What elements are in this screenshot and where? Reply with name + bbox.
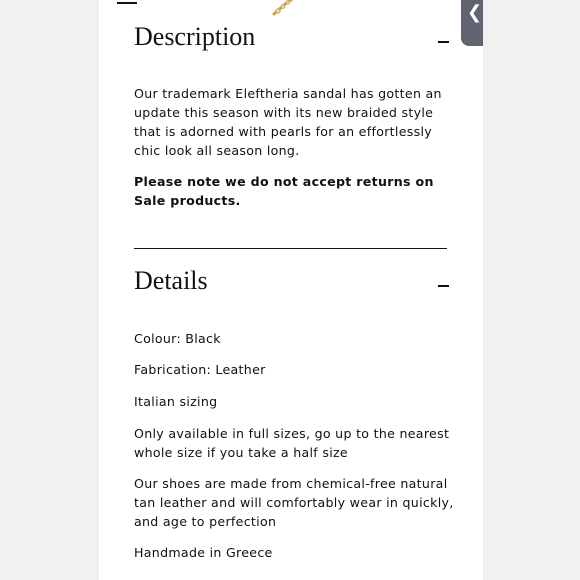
- description-text: Our trademark Eleftheria sandal has gotten an update this season with its new braided style that is adorned with pearls for an effortlessly chic look all season long.: [134, 86, 442, 158]
- section-divider: [134, 248, 447, 249]
- details-item-sizing: Italian sizing: [134, 394, 218, 409]
- description-heading[interactable]: Description: [134, 22, 256, 51]
- details-collapse-minus-icon[interactable]: [438, 285, 449, 287]
- product-info-panel: [99, 0, 483, 580]
- details-heading[interactable]: Details: [134, 266, 208, 295]
- details-item-colour: Colour: Black: [134, 331, 221, 346]
- details-item-origin: Handmade in Greece: [134, 545, 273, 560]
- chevron-left-icon: ❮: [467, 2, 483, 23]
- returns-note: Please note we do not accept returns on Sale products.: [134, 174, 434, 208]
- details-item-sizes-note: Only available in full sizes, go up to the nearest whole size if you take a half size: [134, 426, 450, 460]
- hair-clip-icon: [271, 0, 305, 16]
- description-collapse-minus-icon[interactable]: [438, 41, 449, 43]
- details-item-fabrication: Fabrication: Leather: [134, 362, 266, 377]
- details-item-leather: Our shoes are made from chemical-free natural tan leather and will comfortably wear in quickly, and age to perfection: [134, 476, 454, 529]
- side-scroll-tab[interactable]: [461, 0, 483, 46]
- hamburger-menu-icon[interactable]: [117, 0, 137, 4]
